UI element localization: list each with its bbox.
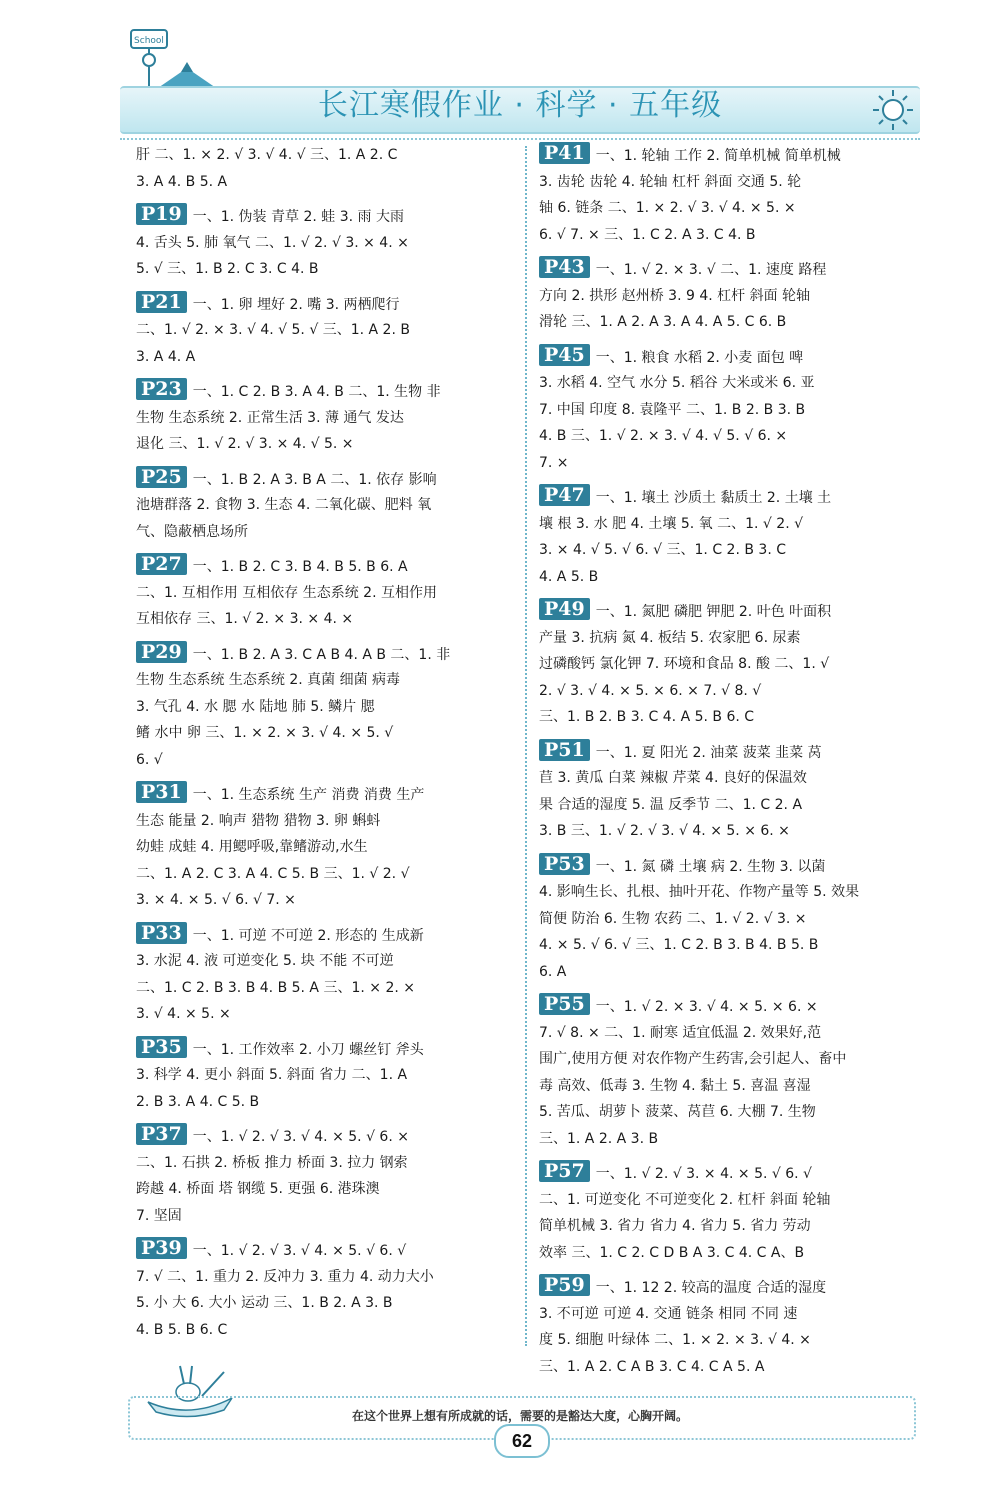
answer-line	[136, 466, 508, 493]
answer-line	[539, 1187, 911, 1214]
answer-text: 三、1. A 2. A 3. B	[539, 1130, 659, 1147]
answer-text: 二、1. C 2. B 3. B 4. B 5. A 三、1. × 2. ×	[136, 979, 415, 996]
answer-line	[539, 1020, 911, 1047]
answer-block	[539, 142, 911, 248]
page-tag: P39	[136, 1237, 187, 1259]
answer-line	[136, 747, 508, 774]
answer-text: 3. √ 4. × 5. ×	[136, 1006, 231, 1022]
answer-line	[136, 519, 508, 546]
answer-text: 度 5. 细胞 叶绿体 二、1. × 2. × 3. √ 4. ×	[539, 1332, 811, 1348]
answer-text: 一、1. 卵 埋好 2. 嘴 3. 两栖爬行	[192, 296, 400, 313]
answer-block	[136, 291, 508, 371]
page-tag: P25	[136, 466, 187, 488]
answer-line	[539, 959, 911, 986]
answer-text: 5. 苦瓜、胡萝卜 菠菜、莴苣 6. 大棚 7. 生物	[539, 1104, 816, 1120]
answer-line	[539, 598, 911, 625]
page-footer	[120, 1380, 920, 1450]
answer-line	[136, 1062, 508, 1089]
answer-line	[539, 423, 911, 450]
answer-text: 毒 高效、低毒 3. 生物 4. 黏土 5. 喜温 喜湿	[539, 1077, 811, 1094]
answer-text: 3. 科学 4. 更小 斜面 5. 斜面 省力 二、1. A	[136, 1067, 408, 1083]
answer-block	[539, 853, 911, 986]
answer-block	[539, 1274, 911, 1380]
answer-text: 6. √ 7. × 三、1. C 2. A 3. C 4. B	[539, 226, 756, 243]
answer-text: 3. × 4. √ 5. √ 6. √ 三、1. C 2. B 3. C	[539, 542, 787, 558]
answer-text: 围广,使用方便 对农作物产生药害,会引起人、畜中	[539, 1051, 847, 1067]
answer-line	[539, 397, 911, 424]
answer-line	[539, 370, 911, 397]
answer-text: 方向 2. 拱形 赵州桥 3. 9 4. 杠杆 斜面 轮轴	[539, 287, 811, 304]
answer-text: 一、1. √ 2. × 3. √ 4. × 5. × 6. ×	[595, 999, 818, 1015]
answer-line	[136, 378, 508, 405]
answer-text: 一、1. √ 2. √ 3. √ 4. × 5. √ 6. ×	[192, 1129, 409, 1145]
answer-line	[539, 1240, 911, 1267]
page-tag: P19	[136, 203, 187, 225]
answer-line	[539, 765, 911, 792]
page-tag: P51	[539, 739, 590, 761]
answer-line	[136, 781, 508, 808]
answer-text: 气、隐蔽栖息场所	[136, 523, 248, 540]
page-tag: P43	[539, 256, 590, 278]
answer-text: 一、1. 夏 阳光 2. 油菜 菠菜 韭菜 莴	[595, 744, 822, 761]
answer-line	[136, 203, 508, 230]
answer-text: 苣 3. 黄瓜 白菜 辣椒 芹菜 4. 良好的保温效	[539, 770, 807, 786]
answer-line	[136, 1317, 508, 1344]
answer-line	[136, 344, 508, 371]
answer-text: 产量 3. 抗病 氮 4. 板结 5. 农家肥 6. 尿素	[539, 629, 801, 646]
answer-line	[539, 484, 911, 511]
answer-line	[136, 1176, 508, 1203]
answer-line	[136, 142, 508, 169]
answer-text: 一、1. 伪装 青草 2. 蛙 3. 雨 大雨	[192, 209, 404, 225]
answer-text: 一、1. 12 2. 较高的温度 合适的湿度	[595, 1280, 827, 1296]
answer-line	[539, 1126, 911, 1153]
answer-block	[136, 781, 508, 914]
answer-line	[539, 651, 911, 678]
left-column	[136, 142, 508, 1351]
answer-line	[136, 291, 508, 318]
answer-line	[539, 511, 911, 538]
answer-block	[136, 142, 508, 195]
answer-line	[539, 1099, 911, 1126]
answer-line	[136, 1036, 508, 1063]
school-sign-text: School	[134, 36, 164, 46]
answer-text: 一、1. 氮肥 磷肥 钾肥 2. 叶色 叶面积	[595, 604, 832, 620]
answer-text: 简便 防治 6. 生物 农药 二、1. √ 2. √ 3. ×	[539, 910, 807, 927]
answer-block	[136, 466, 508, 546]
answer-line	[136, 405, 508, 432]
answer-text: 一、1. 粮食 水稻 2. 小麦 面包 啤	[595, 349, 804, 366]
answer-block	[539, 598, 911, 731]
answer-text: 4. 舌头 5. 肺 氧气 二、1. √ 2. √ 3. × 4. ×	[136, 234, 409, 251]
answer-text: 4. A 5. B	[539, 568, 599, 585]
answer-text: 滑轮 三、1. A 2. A 3. A 4. A 5. C 6. B	[539, 314, 787, 330]
answer-text: 简单机械 3. 省力 省力 4. 省力 5. 省力 劳动	[539, 1218, 811, 1234]
answer-line	[539, 222, 911, 249]
answer-text: 3. 气孔 4. 水 腮 水 陆地 肺 5. 鳞片 腮	[136, 698, 375, 715]
answer-line	[539, 1160, 911, 1187]
answer-text: 7. ×	[539, 454, 569, 471]
answer-text: 一、1. B 2. C 3. B 4. B 5. B 6. A	[192, 559, 408, 575]
answer-block	[136, 553, 508, 633]
answer-text: 轴 6. 链条 二、1. × 2. √ 3. √ 4. × 5. ×	[539, 200, 796, 216]
page-tag: P59	[539, 1274, 590, 1296]
answer-text: 幼蛙 成蛙 4. 用鳃呼吸,靠鳍游动,水生	[136, 839, 368, 855]
page-tag: P49	[539, 598, 590, 620]
answer-line	[136, 317, 508, 344]
answer-text: 生物 生态系统 生态系统 2. 真菌 细菌 病毒	[136, 672, 401, 688]
answer-line	[539, 169, 911, 196]
answer-text: 3. × 4. × 5. √ 6. √ 7. ×	[136, 892, 296, 908]
answer-line	[539, 142, 911, 169]
answer-line	[136, 1264, 508, 1291]
answer-line	[539, 678, 911, 705]
answer-block	[539, 256, 911, 336]
answer-text: 4. 影响生长、扎根、抽叶开花、作物产量等 5. 效果	[539, 884, 860, 900]
answer-text: 生态 能量 2. 响声 猎物 猎物 3. 卵 蝌蚪	[136, 812, 381, 829]
page-tag: P35	[136, 1036, 187, 1058]
page-tag: P29	[136, 641, 187, 663]
answer-text: 一、1. √ 2. √ 3. × 4. × 5. √ 6. √	[595, 1166, 812, 1182]
answer-line	[539, 1354, 911, 1381]
answer-line	[136, 1001, 508, 1028]
answer-line	[539, 739, 911, 766]
answer-text: 7. √ 二、1. 重力 2. 反冲力 3. 重力 4. 动力大小	[136, 1268, 434, 1285]
answer-text: 3. B 三、1. √ 2. √ 3. √ 4. × 5. × 6. ×	[539, 823, 790, 839]
answer-text: 一、1. 工作效率 2. 小刀 螺丝钉 斧头	[192, 1041, 424, 1058]
answer-block	[539, 484, 911, 590]
answer-text: 7. 坚固	[136, 1207, 182, 1224]
answer-line	[136, 553, 508, 580]
answer-line	[136, 580, 508, 607]
answer-text: 果 合适的湿度 5. 温 反季节 二、1. C 2. A	[539, 796, 803, 813]
answer-block	[136, 922, 508, 1028]
answer-line	[136, 834, 508, 861]
page-number: 62	[494, 1424, 550, 1458]
answer-block	[136, 1123, 508, 1229]
answer-text: 二、1. √ 2. × 3. √ 4. √ 5. √ 三、1. A 2. B	[136, 322, 410, 338]
answer-text: 一、1. 可逆 不可逆 2. 形态的 生成新	[192, 927, 424, 944]
page-tag: P23	[136, 378, 187, 400]
answer-text: 3. 水泥 4. 液 可逆变化 5. 块 不能 不可逆	[136, 953, 394, 969]
answer-block	[539, 344, 911, 477]
answer-text: 跨越 4. 桥面 塔 钢缆 5. 更强 6. 港珠澳	[136, 1181, 380, 1197]
answer-line	[136, 230, 508, 257]
answer-text: 3. A 4. B 5. A	[136, 173, 228, 190]
answer-text: 退化 三、1. √ 2. √ 3. × 4. √ 5. ×	[136, 436, 354, 452]
answer-block	[136, 641, 508, 774]
page-tag: P37	[136, 1123, 187, 1145]
answer-line	[136, 720, 508, 747]
answer-line	[136, 975, 508, 1002]
page-header	[0, 0, 1000, 140]
answer-line	[136, 694, 508, 721]
answer-line	[136, 922, 508, 949]
page-tag: P57	[539, 1160, 590, 1182]
answer-line	[136, 887, 508, 914]
answer-line	[539, 792, 911, 819]
answer-line	[539, 932, 911, 959]
answer-line	[136, 1237, 508, 1264]
answer-block	[136, 1237, 508, 1343]
motto-text: 在这个世界上想有所成就的话，需要的是豁达大度，心胸开阔。	[351, 1409, 688, 1423]
answer-line	[539, 537, 911, 564]
answer-line	[539, 1073, 911, 1100]
answer-text: 7. √ 8. × 二、1. 耐寒 适宜低温 2. 效果好,范	[539, 1024, 822, 1041]
answer-line	[136, 1203, 508, 1230]
answer-block	[539, 1160, 911, 1266]
answer-line	[539, 853, 911, 880]
answer-text: 4. × 5. √ 6. √ 三、1. C 2. B 3. B 4. B 5. B	[539, 937, 819, 953]
answer-line	[136, 861, 508, 888]
answer-text: 7. 中国 印度 8. 袁隆平 二、1. B 2. B 3. B	[539, 401, 806, 418]
answer-text: 三、1. B 2. B 3. C 4. A 5. B 6. C	[539, 709, 755, 725]
answer-text: 4. B 三、1. √ 2. × 3. √ 4. √ 5. √ 6. ×	[539, 428, 788, 444]
answer-text: 一、1. 壤土 沙质土 黏质土 2. 土壤 土	[595, 490, 832, 506]
answer-text: 池塘群落 2. 食物 3. 生态 4. 二氧化碳、肥料 氧	[136, 497, 432, 513]
answer-block	[539, 739, 911, 845]
answer-text: 壤 根 3. 水 肥 4. 土壤 5. 氧 二、1. √ 2. √	[539, 515, 804, 532]
page-tag: P53	[539, 853, 590, 875]
answer-line	[136, 169, 508, 196]
answer-text: 一、1. 氮 磷 土壤 病 2. 生物 3. 以菌	[595, 858, 826, 875]
answer-line	[136, 1089, 508, 1116]
answer-line	[539, 1327, 911, 1354]
answer-text: 鳍 水中 卵 三、1. × 2. × 3. √ 4. × 5. √	[136, 725, 394, 741]
page-tag: P31	[136, 781, 187, 803]
answer-line	[539, 450, 911, 477]
answer-text: 二、1. A 2. C 3. A 4. C 5. B 三、1. √ 2. √	[136, 865, 410, 882]
page-tag: P45	[539, 344, 590, 366]
column-divider	[525, 146, 527, 1346]
answer-line	[136, 667, 508, 694]
answer-text: 一、1. √ 2. × 3. √ 二、1. 速度 路程	[595, 262, 827, 278]
answer-line	[539, 818, 911, 845]
answer-text: 一、1. B 2. A 3. C A B 4. A B 二、1. 非	[192, 646, 451, 663]
sun-icon	[868, 88, 918, 132]
page-tag: P21	[136, 291, 187, 313]
answer-text: 2. √ 3. √ 4. × 5. × 6. × 7. √ 8. √	[539, 682, 762, 699]
answer-line	[539, 1213, 911, 1240]
answer-text: 二、1. 互相作用 互相依存 生态系统 2. 互相作用	[136, 584, 437, 601]
answer-text: 4. B 5. B 6. C	[136, 1321, 228, 1338]
answer-text: 一、1. B 2. A 3. B A 二、1. 依存 影响	[192, 471, 437, 488]
answer-text: 效率 三、1. C 2. C D B A 3. C 4. C A、B	[539, 1244, 805, 1261]
answer-line	[539, 704, 911, 731]
answer-line	[539, 625, 911, 652]
answer-columns	[136, 142, 908, 1375]
answer-line	[539, 256, 911, 283]
answer-block	[136, 1036, 508, 1116]
answer-line	[539, 879, 911, 906]
answer-text: 5. √ 三、1. B 2. C 3. C 4. B	[136, 261, 319, 277]
page-tag: P47	[539, 484, 590, 506]
answer-block	[136, 203, 508, 283]
answer-line	[539, 344, 911, 371]
answer-text: 生物 生态系统 2. 正常生活 3. 薄 通气 发达	[136, 409, 404, 426]
answer-text: 一、1. 轮轴 工作 2. 简单机械 简单机械	[595, 148, 841, 164]
answer-text: 3. A 4. A	[136, 348, 196, 365]
answer-text: 一、1. C 2. B 3. A 4. B 二、1. 生物 非	[192, 384, 441, 400]
answer-line	[136, 492, 508, 519]
answer-text: 一、1. 生态系统 生产 消费 消费 生产	[192, 787, 425, 803]
answer-line	[136, 1150, 508, 1177]
answer-line	[539, 283, 911, 310]
answer-text: 互相依存 三、1. √ 2. × 3. × 4. ×	[136, 611, 354, 627]
answer-block	[136, 378, 508, 458]
page-tag: P27	[136, 553, 187, 575]
answer-line	[136, 1290, 508, 1317]
answer-line	[539, 309, 911, 336]
answer-line	[136, 606, 508, 633]
answer-line	[136, 431, 508, 458]
answer-line	[539, 1046, 911, 1073]
answer-line	[136, 948, 508, 975]
answer-text: 过磷酸钙 氯化钾 7. 环境和食品 8. 酸 二、1. √	[539, 656, 830, 672]
answer-text: 3. 水稻 4. 空气 水分 5. 稻谷 大米或米 6. 亚	[539, 375, 815, 391]
answer-line	[539, 993, 911, 1020]
answer-line	[136, 256, 508, 283]
answer-line	[539, 195, 911, 222]
answer-text: 2. B 3. A 4. C 5. B	[136, 1093, 260, 1110]
answer-line	[136, 1123, 508, 1150]
answer-text: 二、1. 可逆变化 不可逆变化 2. 杠杆 斜面 轮轴	[539, 1191, 831, 1208]
page-tag: P33	[136, 922, 187, 944]
answer-text: 3. 齿轮 齿轮 4. 轮轴 杠杆 斜面 交通 5. 轮	[539, 173, 802, 190]
answer-line	[539, 564, 911, 591]
answer-text: 5. 小 大 6. 大小 运动 三、1. B 2. A 3. B	[136, 1295, 393, 1311]
answer-text: 3. 不可逆 可逆 4. 交通 链条 相同 不同 速	[539, 1305, 798, 1322]
page-title: 长江寒假作业 · 科学 · 五年级	[317, 88, 723, 123]
answer-block	[539, 993, 911, 1152]
answer-text: 6. √	[136, 751, 163, 768]
answer-line	[136, 808, 508, 835]
answer-text: 二、1. 石拱 2. 桥板 推力 桥面 3. 拉力 钢索	[136, 1154, 408, 1171]
answer-line	[539, 1274, 911, 1301]
right-column	[539, 142, 911, 1388]
answer-text: 三、1. A 2. C A B 3. C 4. C A 5. A	[539, 1358, 765, 1375]
page-tag: P41	[539, 142, 590, 164]
answer-line	[136, 641, 508, 668]
page-tag: P55	[539, 993, 590, 1015]
answer-line	[539, 906, 911, 933]
answer-text: 6. A	[539, 963, 567, 980]
answer-text: 一、1. √ 2. √ 3. √ 4. × 5. √ 6. √	[192, 1243, 407, 1259]
answer-text: 肝 二、1. × 2. √ 3. √ 4. √ 三、1. A 2. C	[136, 147, 398, 163]
answer-line	[539, 1301, 911, 1328]
